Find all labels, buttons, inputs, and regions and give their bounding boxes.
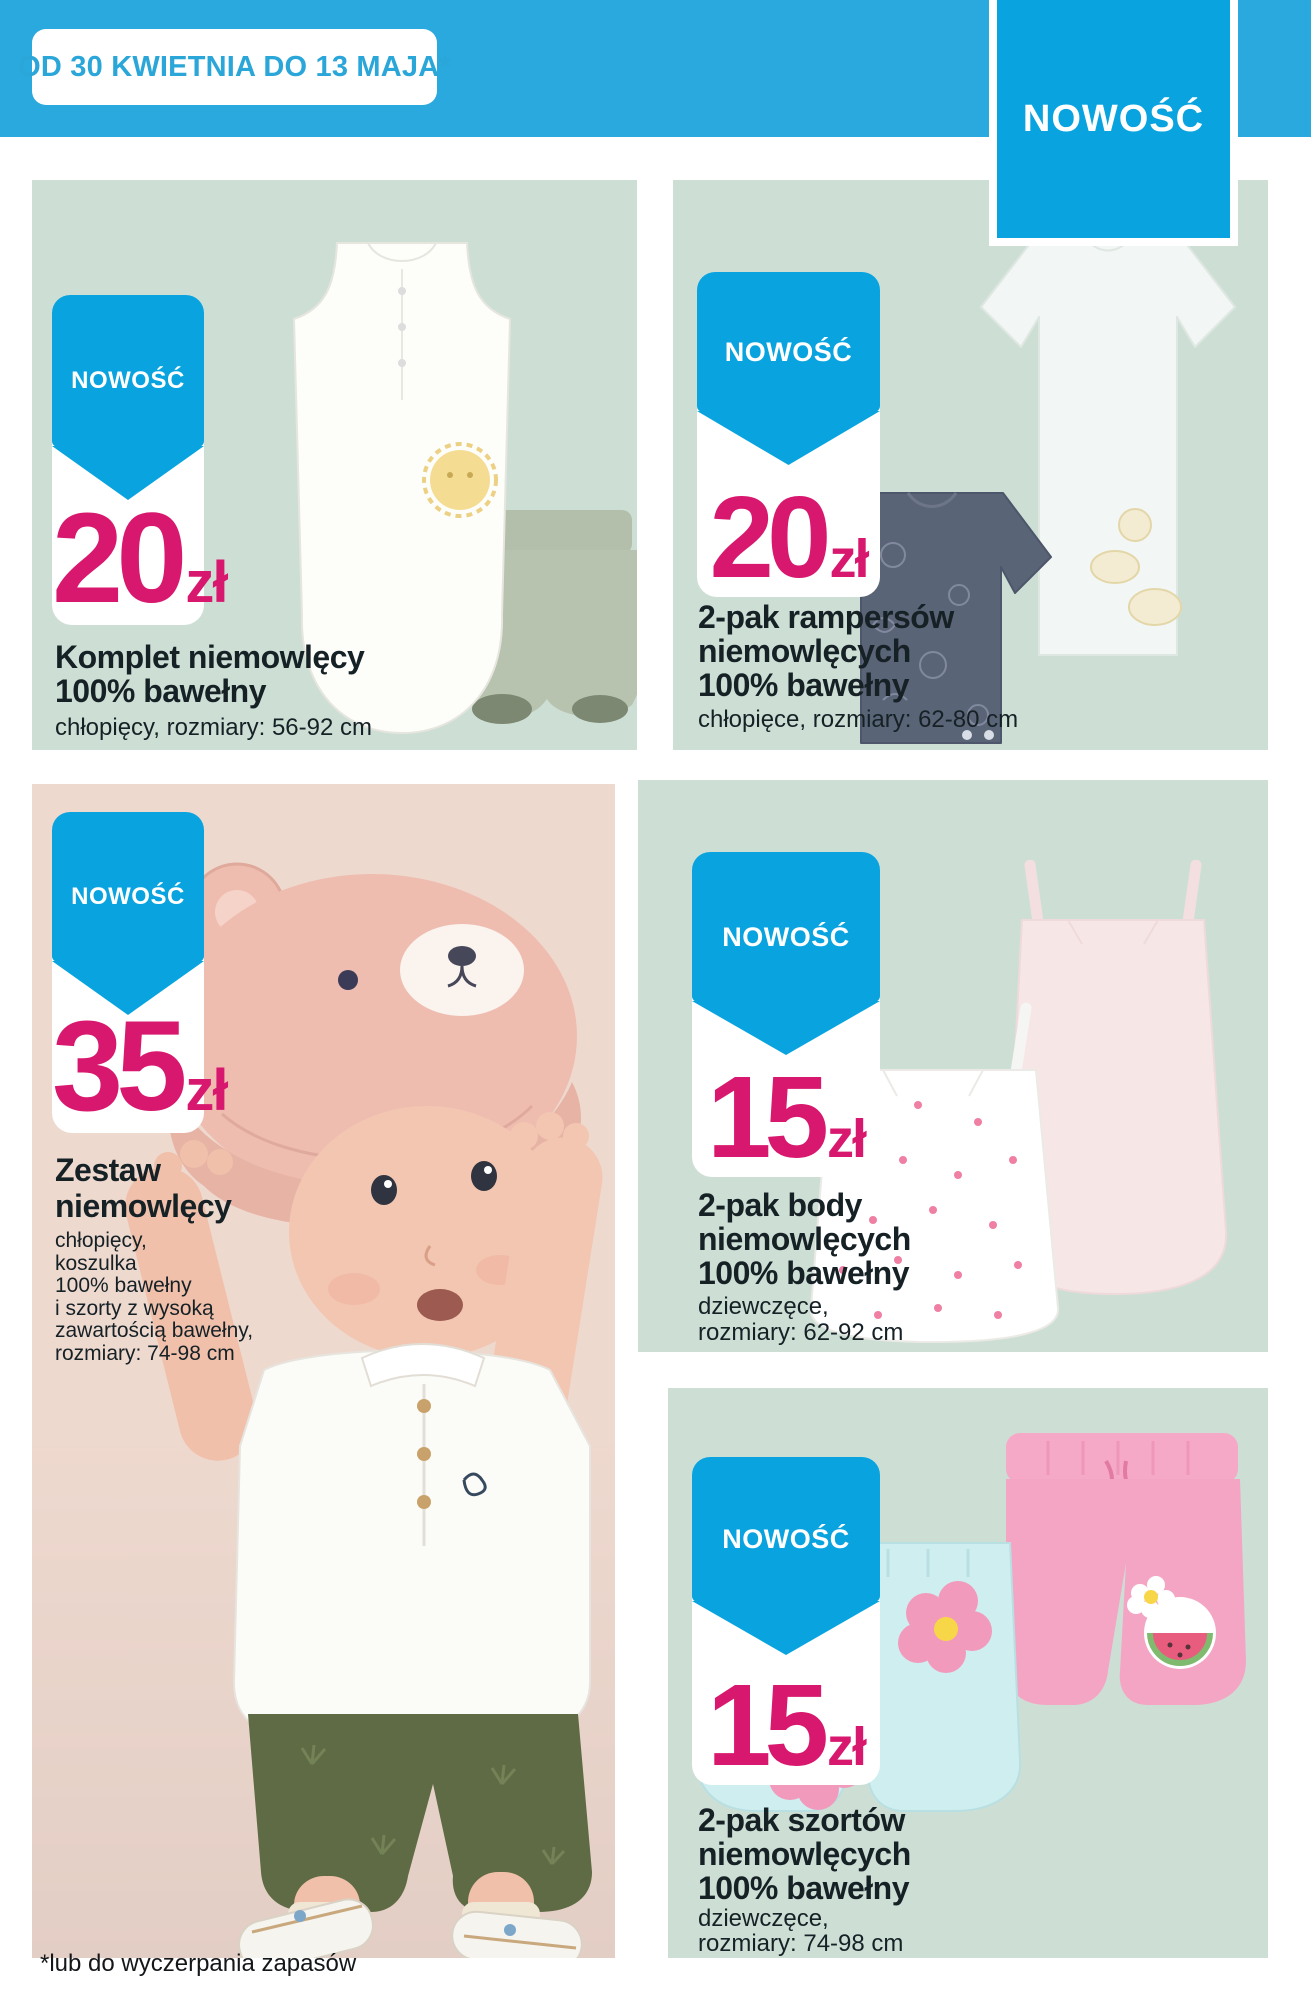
title-line: 2-pak szortów — [698, 1802, 905, 1838]
title-line: niemowlęcy — [55, 1188, 232, 1224]
product-details — [55, 1230, 253, 1365]
title-line: niemowlęcych — [698, 1221, 911, 1257]
detail-line: koszulka — [55, 1251, 137, 1275]
price-value: 20 — [709, 472, 825, 602]
title-line: niemowlęcych — [698, 633, 911, 669]
price-column — [692, 1457, 880, 1790]
price-column — [52, 812, 227, 1138]
price-value: 15 — [706, 1052, 822, 1182]
product-card-rampersy — [673, 180, 1268, 750]
title-line: niemowlęcych — [698, 1836, 911, 1872]
detail-line: rozmiary: 74-98 cm — [55, 1341, 235, 1365]
nowosc-label: NOWOŚĆ — [724, 336, 853, 367]
title-line: 100% bawełny — [698, 1870, 909, 1906]
product-title — [698, 600, 954, 702]
detail-line: i szorty z wysoką — [55, 1296, 214, 1320]
price — [52, 487, 227, 630]
price — [692, 1052, 880, 1182]
product-details — [698, 1294, 903, 1346]
price-value: 20 — [52, 487, 181, 630]
price-value: 35 — [52, 995, 181, 1138]
nowosc-ribbon — [692, 1457, 880, 1602]
title-line: 2-pak rampersów — [698, 599, 954, 635]
nowosc-ribbon — [52, 812, 204, 962]
nowosc-label: NOWOŚĆ — [71, 883, 185, 910]
product-card-szorty — [668, 1388, 1268, 1958]
price-column — [52, 295, 227, 630]
product-card-komplet — [32, 180, 637, 750]
product-title — [55, 1152, 231, 1224]
new-corner-badge — [989, 0, 1238, 246]
title-line: 100% bawełny — [55, 673, 266, 709]
price-currency: zł — [829, 529, 868, 589]
nowosc-ribbon — [692, 852, 880, 1002]
price-value: 15 — [706, 1660, 822, 1790]
price — [692, 1660, 880, 1790]
detail-line: zawartością bawełny, — [55, 1319, 254, 1342]
price-column — [697, 272, 880, 602]
detail-line: rozmiary: 74-98 cm — [698, 1930, 904, 1957]
price-currency: zł — [185, 1058, 227, 1123]
nowosc-ribbon — [697, 272, 880, 412]
new-corner-badge-box — [997, 0, 1230, 238]
detail-line: rozmiary: 62-92 cm — [698, 1319, 904, 1346]
pink-shorts-graphic — [1006, 1433, 1246, 1705]
footnote: *lub do wyczerpania zapasów — [40, 1950, 357, 1977]
product-card-body — [638, 780, 1268, 1352]
product-title — [698, 1188, 911, 1290]
title-line: Zestaw — [55, 1152, 161, 1188]
detail-line: 100% bawełny — [55, 1274, 192, 1297]
detail-line: dziewczęce, — [698, 1293, 829, 1320]
baby-shorts-graphic — [248, 1714, 592, 1912]
white-romper-graphic — [981, 237, 1235, 655]
title-line: 100% bawełny — [698, 1255, 909, 1291]
detail-line: chłopięce, rozmiary: 62-80 cm — [698, 706, 1019, 733]
nowosc-label: NOWOŚĆ — [722, 921, 850, 952]
title-line: 100% bawełny — [698, 667, 909, 703]
detail-line: chłopięcy, — [55, 1229, 147, 1252]
price-currency: zł — [827, 1717, 866, 1777]
product-details — [55, 714, 372, 741]
price-currency: zł — [185, 550, 227, 615]
date-range-text: OD 30 KWIETNIA DO 13 MAJA* — [18, 50, 451, 83]
price — [697, 472, 880, 602]
product-title — [698, 1803, 911, 1905]
nowosc-label: NOWOŚĆ — [71, 367, 185, 394]
product-details — [698, 706, 1018, 733]
baby-polo-shirt-graphic — [234, 1344, 590, 1746]
date-range-pill — [18, 29, 451, 105]
new-corner-badge-label: NOWOŚĆ — [1022, 97, 1205, 140]
nowosc-label: NOWOŚĆ — [722, 1524, 850, 1554]
price-currency: zł — [827, 1109, 866, 1169]
nowosc-ribbon — [52, 295, 204, 447]
title-line: 2-pak body — [698, 1187, 862, 1223]
product-title — [55, 640, 364, 708]
product-details — [698, 1906, 903, 1956]
product-card-zestaw — [32, 784, 615, 1958]
price-column — [692, 852, 880, 1182]
title-line: Komplet niemowlęcy — [55, 639, 365, 675]
detail-line: dziewczęce, — [698, 1905, 829, 1932]
price — [52, 995, 227, 1138]
detail-line: chłopięcy, rozmiary: 56-92 cm — [55, 714, 372, 741]
